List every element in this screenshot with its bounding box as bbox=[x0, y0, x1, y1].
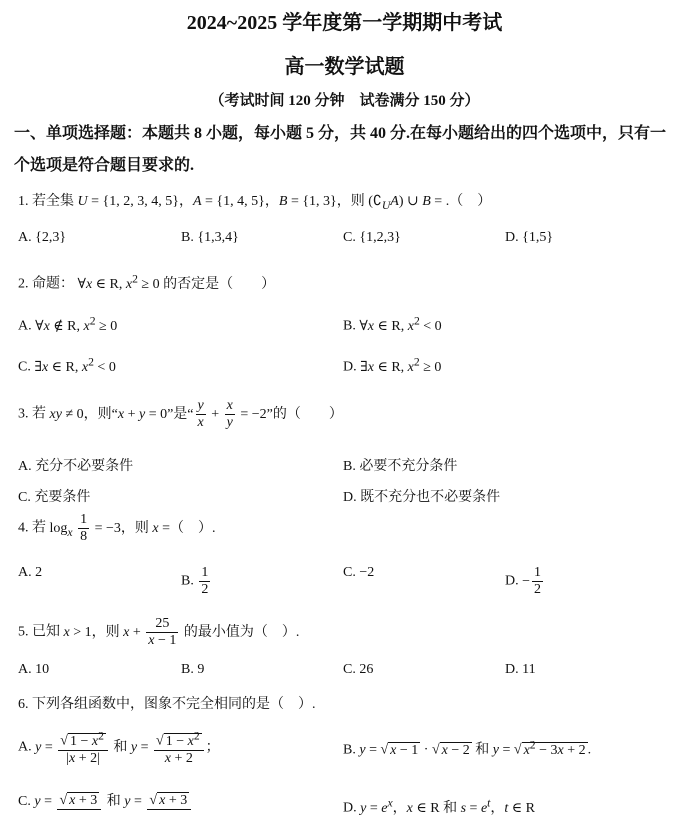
option-text: 10 bbox=[35, 662, 50, 677]
option-label: B. bbox=[181, 662, 194, 677]
option-text: 充分不必要条件 bbox=[35, 459, 134, 474]
question-stem-prefix: 1. 若全集 bbox=[18, 194, 74, 209]
q3-option-a bbox=[18, 455, 133, 475]
q2-option-d bbox=[343, 355, 441, 376]
option-label: C. bbox=[18, 794, 31, 809]
question-stem-prefix: 4. 若 bbox=[18, 520, 46, 536]
option-label: D. bbox=[505, 230, 519, 245]
option-text: {1,3,4} bbox=[197, 230, 239, 245]
option-label: B. bbox=[181, 573, 194, 589]
question-stem-prefix: 5. 已知 bbox=[18, 624, 60, 640]
option-label: A. bbox=[18, 739, 32, 755]
q4-option-a bbox=[18, 565, 42, 581]
q2-option-c bbox=[18, 355, 116, 376]
option-label: C. bbox=[18, 490, 31, 505]
option-math: − $\frac{1}{2}$ bbox=[522, 565, 542, 597]
q2-option-b bbox=[343, 314, 442, 335]
q3-option-c bbox=[18, 486, 90, 506]
question-stem-math: x > 1，则 x + $\frac{25}{x - 1}$ 的最小值为（ ）. bbox=[63, 616, 300, 648]
section-heading-line2: 个选项是符合题目要求的. bbox=[14, 157, 195, 174]
option-label: C. bbox=[343, 565, 356, 580]
question-stem-math: ∀x ∈ R, $x^2 \ge 0$ 的否定是（ ） bbox=[77, 272, 276, 292]
exam-subtitle: 高一数学试题 bbox=[284, 56, 405, 78]
option-text: {1,2,3} bbox=[359, 230, 401, 245]
option-text: 必要不充分条件 bbox=[359, 459, 458, 474]
option-label: B. bbox=[343, 742, 356, 758]
q3-option-d bbox=[343, 486, 500, 506]
option-text: 26 bbox=[359, 662, 374, 677]
option-text: 9 bbox=[197, 662, 205, 677]
option-label: A. bbox=[18, 318, 32, 334]
question-2-stem bbox=[18, 272, 275, 293]
option-label: B. bbox=[181, 230, 194, 245]
question-1-stem bbox=[18, 190, 491, 212]
q1-option-c bbox=[343, 230, 401, 246]
option-math: ∀x ∉ R, $x^2 \ge 0$ bbox=[35, 314, 118, 334]
q1-option-b bbox=[181, 230, 239, 246]
option-label: D. bbox=[343, 359, 357, 375]
option-label: A. bbox=[18, 459, 32, 474]
q6-option-b bbox=[343, 738, 591, 759]
option-label: D. bbox=[343, 490, 357, 505]
q3-option-b bbox=[343, 455, 457, 475]
option-label: C. bbox=[343, 230, 356, 245]
option-text: {2,3} bbox=[35, 230, 67, 245]
question-stem-math: xy ≠ 0，则“x + y = 0”是“ $\frac{y}{x}$ + $\frac{x}{y}$ = −2”的（ ） bbox=[49, 398, 343, 430]
exam-info: （考试时间 120 分钟 试卷满分 150 分） bbox=[209, 93, 480, 109]
exam-title: 2024~2025 学年度第一学期期中考试 bbox=[186, 12, 503, 34]
section-heading-line1: 一、单项选择题：本题共 8 小题，每小题 5 分，共 40 分.在每小题给出的四个选项中，只有一 bbox=[14, 125, 667, 142]
q5-option-c bbox=[343, 662, 373, 678]
question-3-stem bbox=[18, 398, 343, 431]
option-label: B. bbox=[343, 459, 356, 474]
option-math: ∃x ∈ R, $x^2 \ge 0$ bbox=[360, 355, 442, 375]
q1-option-a bbox=[18, 230, 66, 246]
option-label: A. bbox=[18, 230, 32, 245]
q1-option-d bbox=[505, 230, 553, 246]
q6-option-c bbox=[18, 790, 193, 810]
option-text: 既不充分也不必要条件 bbox=[360, 490, 501, 505]
option-label: B. bbox=[343, 318, 356, 334]
q6-option-d bbox=[343, 796, 535, 817]
q4-option-b bbox=[181, 565, 212, 598]
option-label: C. bbox=[18, 359, 31, 375]
option-math: −2 bbox=[359, 565, 375, 580]
option-text: {1,5} bbox=[522, 230, 554, 245]
question-5-stem bbox=[18, 616, 299, 649]
question-stem-prefix: 6. 下列各组函数中，图象不完全相同的是（ ）. bbox=[18, 697, 316, 712]
option-math: y = √ x + 3 和 y = √ x + 3 bbox=[34, 794, 193, 809]
question-6-stem bbox=[18, 693, 316, 713]
option-math: ∃x ∈ R, $x^2 < 0$ bbox=[34, 355, 116, 375]
option-math: $y = e^x$，x ∈ R 和 $s = e^t$，t ∈ R bbox=[360, 796, 535, 816]
option-label: D. bbox=[505, 573, 519, 589]
option-text: 充要条件 bbox=[34, 490, 91, 505]
option-math: y = √ x − 1 · √ x − 2 和 y = √ $x^2 - 3x + 2$ . bbox=[359, 738, 592, 758]
q4-option-d bbox=[505, 565, 545, 598]
option-label: D. bbox=[343, 800, 357, 816]
question-stem-math: U = {1, 2, 3, 4, 5}，A = {1, 4, 5}，B = {1, 3}，则 $(∁_UA)$ ∪ B = .（ ） bbox=[77, 194, 492, 212]
option-math: $\frac{1}{2}$ bbox=[201, 565, 209, 597]
q5-option-b bbox=[181, 662, 204, 678]
q6-option-a bbox=[18, 728, 220, 767]
q4-option-c bbox=[343, 565, 374, 581]
option-label: A. bbox=[18, 662, 32, 677]
question-stem-math: $\log_x$ $\frac{1}{8}$ = −3，则 x =（ ）. bbox=[49, 512, 216, 544]
q5-option-a bbox=[18, 662, 49, 678]
option-math: 2 bbox=[35, 565, 43, 580]
option-label: D. bbox=[505, 662, 519, 677]
option-label: C. bbox=[343, 662, 356, 677]
question-stem-prefix: 3. 若 bbox=[18, 406, 46, 422]
option-label: A. bbox=[18, 565, 32, 580]
q5-option-d bbox=[505, 662, 536, 678]
question-stem-prefix: 2. 命题： bbox=[18, 276, 74, 292]
option-math: ∀x ∈ R, $x^2 < 0$ bbox=[359, 314, 442, 334]
q2-option-a bbox=[18, 314, 117, 335]
question-4-stem bbox=[18, 512, 216, 545]
option-math: y = $\frac{√ 1 - x^2}{|x + 2|}$ 和 y = $\frac{√ 1 - x^2}{x + 2}$ ； bbox=[35, 729, 220, 766]
option-text: 11 bbox=[522, 662, 536, 677]
